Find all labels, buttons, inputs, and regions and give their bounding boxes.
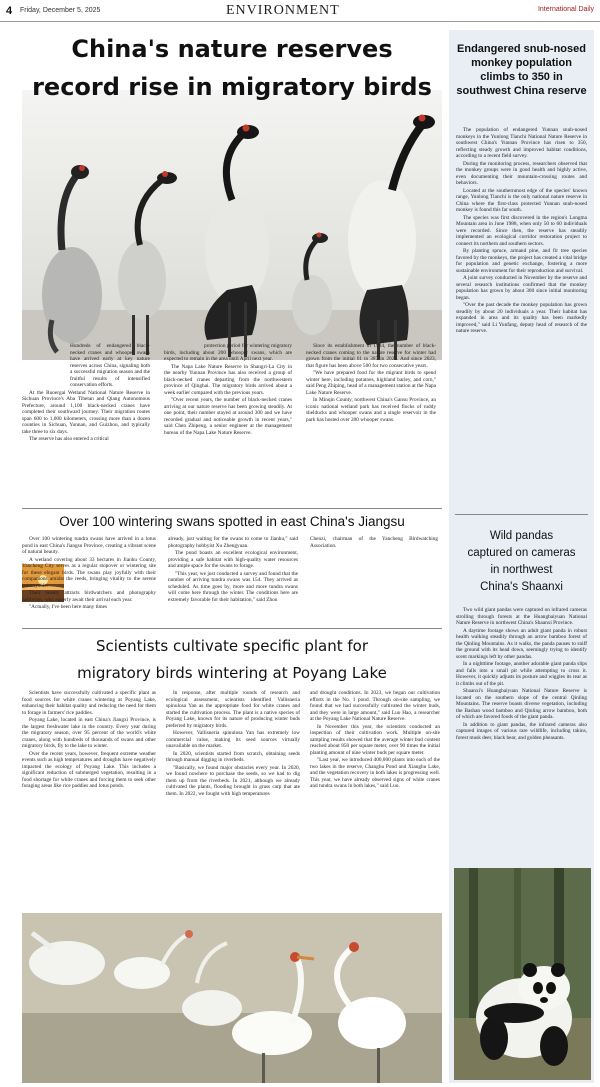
paragraph: By planting spruce, armand pine, and fir tree species favored by the monkeys, the project has created a vital bridge for population and genetic exchange, fostering a more sustainable environment for their reproduction and survival.: [456, 248, 587, 274]
paragraph: and drought conditions. In 2023, we began our cultivation efforts in the No. 1 pond. Through on-site sampling, we found that we had successfully cultivated the winter buds, and they were in large amount," said Luo Hao, a researcher at the Poyang Lake National Nature Reserve.: [310, 690, 440, 722]
swans-col3: [310, 536, 438, 550]
paragraph: A daytime footage shows an adult giant panda in robust health walking steadily through an arrow bamboo forest of the Qinling Mountains. As it walks, the panda pauses to sniff the ground with its head down, seemingly trying to identify scent markings left by other pandas.: [456, 627, 587, 660]
main-story-col1: [22, 343, 150, 444]
paragraph: Located at the southernmost edge of the species' known range, Yunlong Tianchi is the only national nature reserve in China where the first-class protected Yunnan snub-nosed monkey is found this far south.: [456, 187, 587, 213]
main-story-col2: [164, 343, 292, 437]
paragraph: Over the recent years, however, frequent extreme weather events such as high temperatures and droughts have negatively impacted the ecology of Poyang Lake. This includes a significant reduction of submerged vegetation, resulting in a food shortage for white cranes and forcing them to seek other foraging areas like rice paddies and lotus ponds.: [22, 750, 156, 789]
poyang-col3: [310, 690, 440, 791]
panda-body: [456, 607, 587, 742]
paragraph: The reserve has also entered a critical: [29, 436, 109, 442]
panda-photo: [454, 868, 591, 1080]
paragraph: Over 100 wintering tundra swans have arrived in a lotus pond in east China's Jiangsu Province, creating a vibrant scene of natural beauty.: [22, 536, 156, 555]
paragraph: The pond boasts an excellent ecological environment, providing a safe habitat with high-quality water resources and ample space for the swans to forage.: [168, 550, 298, 569]
white-cranes-photo: [22, 913, 442, 1083]
paragraph: The Napa Lake Nature Reserve in Shangri-La City in the nearby Yunnan Province has also received a group of black-necked cranes departing from the northwestern province of Qinghai. The migratory birds arrived about a week earlier compared with the previous years.: [164, 363, 292, 396]
paragraph: "Actually, I've been here many times: [29, 604, 108, 610]
paragraph: Since its establishment in 1984, the number of black-necked cranes coming to the nature reserve for winter had grown from the initial 61 to 387 in 2021. And since 2023, that figure has been above 500 for two consecutive years.: [306, 343, 436, 369]
paragraph: At the Ruoergai Wetland National Nature Reserve in Sichuan Province's Aba Tibetan and Qiang Autonomous Prefecture, around 1,100 black-necked cranes have completed their southward journey. Their migration routes span 600 to 1,000 kilometers, crossing more than a dozen counties in Sichuan, Yunnan, and Guizhou, and typically take three to six days.: [22, 389, 150, 435]
paragraph: However, Vallisneria spinulosa Yan has extremely low commercial value, making its seed sources virtually unavailable on the market.: [166, 730, 300, 749]
paragraph: protection period for wintering migratory birds, including about 200 whooper swans, which are expected to remain in the area until April next year.: [164, 343, 292, 362]
paragraph: The species was first discovered in the region's Longma Mountain area in June 1988, when only 50 to 60 individuals were recorded. Since then, the reserve has steadily implemented an ecological corridor restoration project to connect its northern and southern sectors.: [456, 214, 587, 247]
main-headline-line2: record rise in migratory birds: [32, 73, 432, 101]
paragraph: In response, after multiple rounds of research and ecological assessment, scientists identified Vallisneria spinulosa Yan as the appropriate food for white cranes and started the cultivation process. The plant is a native species of Poyang Lake, known for its nature of producing winter buds preferred by migratory birds.: [166, 690, 300, 729]
monkey-headline: Endangered snub-nosed monkey population climbs to 350 in southwest China reserve: [456, 43, 587, 97]
section-divider: [22, 628, 442, 629]
paragraph: In a nighttime footage, another adorable giant panda slips and falls into a small pit while attempting to cross it. However, it quickly adjusts its posture and wiggles its rear as it climbs out of the pit.: [456, 661, 587, 687]
paper-name: International Daily: [537, 6, 594, 13]
panda-headline-line3: in northwest: [490, 564, 553, 576]
paragraph: Their beauty attracts birdwatchers and photography hobbyists, who eagerly await their arrival each year.: [22, 590, 156, 603]
paragraph: A joint survey conducted in November by the reserve and several research institutions confirmed that the monkey population has grown by about 300 since initial monitoring began.: [456, 275, 587, 301]
paragraph: Two wild giant pandas were captured on infrared cameras strolling through forests at the Huangbaiyuan National Nature Reserve in northwest China's Shaanxi Province.: [456, 607, 587, 626]
panda-headline-line4: China's Shaanxi: [480, 581, 563, 593]
paragraph: "Basically, we found major obstacles every year. In 2020, we found nowhere to purchase the seeds, so we had to dig them up from the riverbeds. In 2021, although we already cultivated the plants, flooding brought in grass carp that ate them. In 2022, we fought with high temperatures: [166, 764, 300, 797]
paragraph: "Over recent years, the number of black-necked cranes arriving at our nature reserve has been growing steadily. At one point, their number stayed at around 300 and we have recorded gradual and noticeable growth in recent years," said Chen Zhipeng, a senior engineer at the management bureau of the Napa Lake Nature Reserve.: [164, 397, 292, 436]
paragraph: "Last year, we introduced 400,000 plants into each of the two lakes in the reserve, Changhu Pond and Xianghu Lake, and the vegetation recovery in both lakes is progressing well. This year, we have already observed signs of white cranes and tundra swans in both lakes," said Luo.: [310, 757, 440, 789]
sidebar-divider: [455, 514, 588, 515]
main-headline-line1: China's nature reserves: [71, 35, 393, 63]
paragraph: In November this year, the scientists conducted an inspection of their cultivation work. Multiple on-site sampling results showed that the average winter bud content reached about 850 per square meter, over 90 times the initial planting amount of nine winter buds per square meter.: [310, 723, 440, 756]
swans-headline: Over 100 wintering swans spotted in east China's Jiangsu: [59, 514, 405, 529]
paragraph: In 2020, scientists started from scratch, obtaining seeds through manual digging in riverbeds.: [166, 750, 300, 763]
paragraph: In Minqin County, northwest China's Gansu Province, an iconic national wetland park has received flocks of ruddy shelducks and whooper swans and a single reservoir in the park has hosted over 200 whooper swans.: [306, 397, 436, 423]
issue-date: Friday, December 5, 2025: [20, 7, 101, 14]
poyang-col1: [22, 690, 156, 791]
panda-headline-line1: Wild pandas: [489, 530, 554, 542]
section-divider: [22, 508, 442, 509]
panda-headline-line2: captured on cameras: [467, 547, 576, 559]
page-number: 4: [6, 5, 13, 17]
paragraph: "Over the past decade the monkey population has grown steadily by about 20 individuals a year. Their habitat has expanded in area and its quality has been markedly improved," said Li Yunfang, deputy head of research of the nature reserve.: [456, 302, 587, 334]
poyang-col2: [166, 690, 300, 798]
paragraph: Scientists have successfully cultivated a specific plant as food sources for white cranes wintering at Poyang Lake, enhancing their habitat quality and reducing the need for them to forage in farmers' rice paddies.: [22, 690, 156, 716]
paragraph: During the monitoring process, researchers observed that the monkey groups were in good health and highly active, even documenting their mountain-crossing routes and behaviors.: [456, 160, 587, 186]
paragraph: Shaanxi's Huangbaiyuan National Nature Reserve is located on the southern slope of the central Qinling Mountains. The reserve boasts diverse vegetation, including the Bashan wood bamboo and Qinling arrow bamboo, both of which are favored foods of the giant panda.: [456, 688, 587, 720]
paragraph: Chenzi, chairman of the Yancheng Birdwatching Association.: [310, 536, 438, 549]
paragraph: Hundreds of endangered black-necked cranes and whooper swans have arrived early at key nature reserves across China, signaling both a successful migration season and the fruitful results of intensified conservation efforts.: [70, 343, 150, 388]
section-name: ENVIRONMENT: [226, 3, 340, 18]
poyang-headline-line2: migratory birds wintering at Poyang Lake: [77, 664, 387, 682]
paragraph: The population of endangered Yunnan snub-nosed monkeys in the Yunlong Tianchi National Nature Reserve in southwest China's Yunnan Province has risen to 350, reflecting steady growth and improved habitat conditions, according to a recent field survey.: [456, 127, 587, 159]
crane-photo: [22, 90, 442, 360]
paragraph: "This year, we just conducted a survey and found that the number of arriving tundra swans was 154. They arrived as scheduled. As time goes by, more and more tundra swans will come here through the winter. The conditions here are extremely favorable for their habitation," said Zhou: [168, 570, 298, 603]
swans-col1: [22, 536, 156, 612]
swans-col2: [168, 536, 298, 604]
paragraph: "We have prepared food for the migrant birds to spend winter here, including potatoes, highland barley, and corn," said Peng Zhiping, head of a management station at the Napa Lake Nature Reserve.: [306, 370, 436, 396]
monkey-body: [456, 127, 587, 336]
paragraph: In addition to giant pandas, the infrared cameras also captured images of various rare wildlife, including takins, forest musk deer, black bear, and golden pheasants.: [456, 721, 587, 741]
paragraph: Poyang Lake, located in east China's Jiangxi Province, is the largest freshwater lake in the country. Every year during the migratory season, over 95 percent of the world's white cranes, along with hundreds of thousands of swans and other migratory birds, fly to the lake to winter.: [22, 717, 156, 749]
paragraph: already, just waiting for the swans to come to Jianhu," said photography hobbyist Xu Zhengyuan.: [168, 536, 298, 549]
poyang-headline-line1: Scientists cultivate specific plant for: [95, 637, 369, 655]
paragraph: A wetland covering about 33 hectares in Jianhu County, Yancheng City serves as a regular stopover or wintering site for these elegant birds. The swans play joyfully with their companions amidst the reeds, bringing vitality to the serene countryside.: [22, 556, 156, 589]
main-story-col3: [306, 343, 436, 424]
page-header: [0, 0, 600, 22]
